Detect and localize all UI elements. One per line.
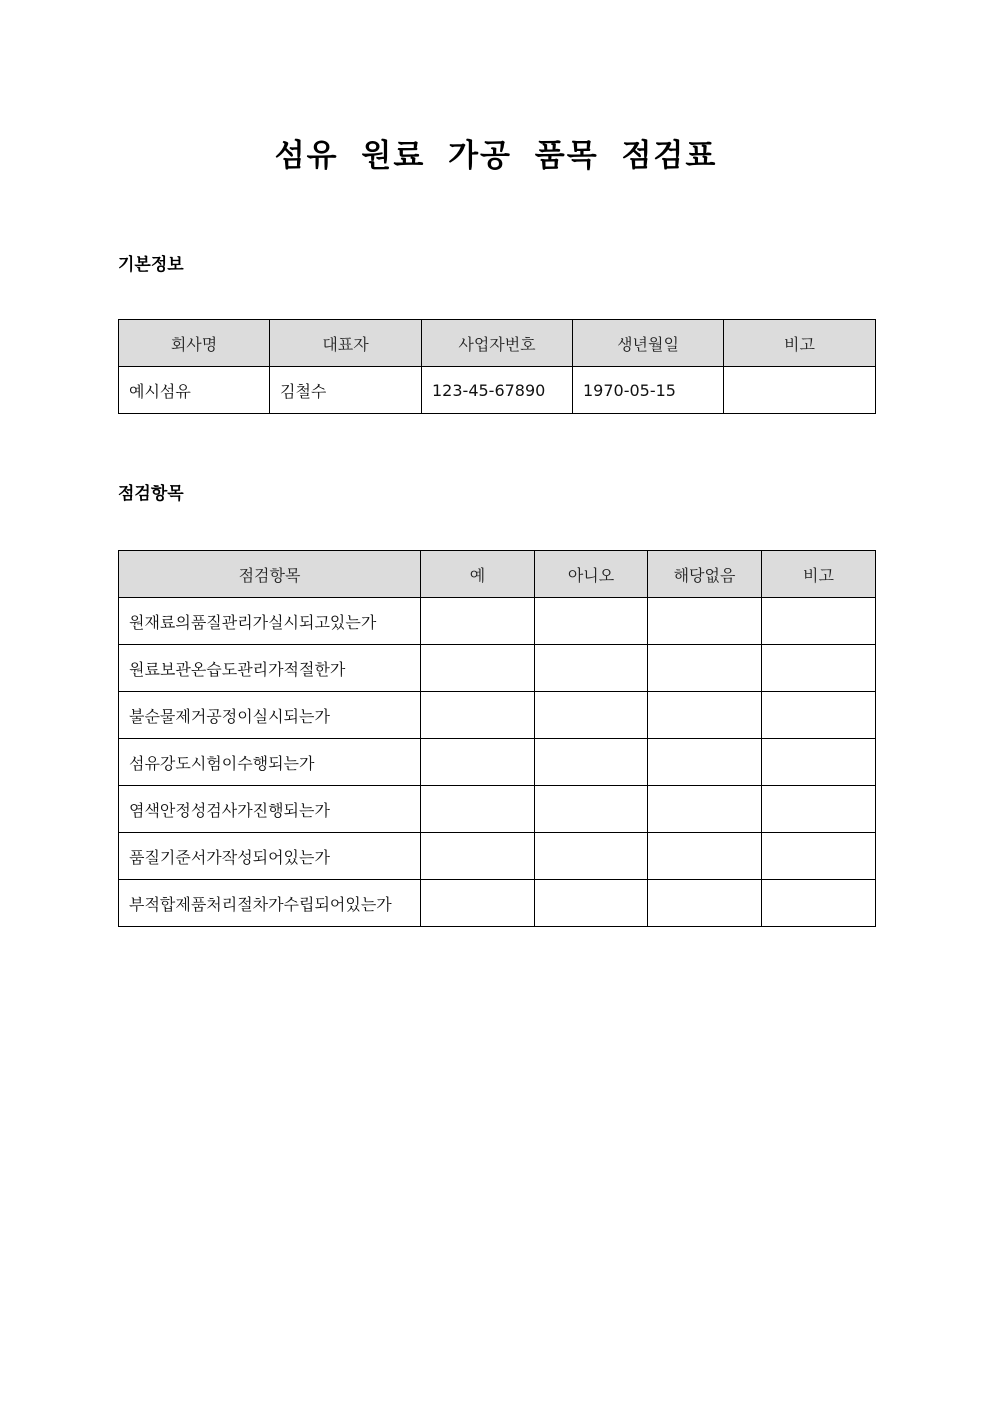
basic-info-row	[119, 367, 876, 414]
checklist-row	[119, 880, 876, 927]
check-yes-cell[interactable]	[421, 598, 535, 645]
check-remarks-cell[interactable]	[762, 786, 876, 833]
check-no-cell[interactable]	[535, 692, 648, 739]
check-remarks-cell[interactable]	[762, 645, 876, 692]
check-no-cell[interactable]	[535, 833, 648, 880]
check-na-cell[interactable]	[648, 786, 762, 833]
header-representative: 대표자	[270, 320, 422, 367]
cell-birth-date[interactable]: 1970-05-15	[573, 367, 724, 414]
check-yes-cell[interactable]	[421, 739, 535, 786]
checklist-row	[119, 598, 876, 645]
cell-company-name[interactable]: 예시섬유	[119, 367, 270, 414]
basic-info-table	[118, 319, 876, 414]
check-na-cell[interactable]	[648, 739, 762, 786]
check-remarks-cell[interactable]	[762, 598, 876, 645]
check-item-label: 원료보관온습도관리가적절한가	[119, 645, 421, 692]
check-no-cell[interactable]	[535, 786, 648, 833]
check-remarks-cell[interactable]	[762, 833, 876, 880]
check-yes-cell[interactable]	[421, 786, 535, 833]
cell-remarks[interactable]	[724, 367, 876, 414]
cell-business-number[interactable]: 123-45-67890	[422, 367, 573, 414]
header-company-name: 회사명	[119, 320, 270, 367]
header-not-applicable: 해당없음	[648, 551, 762, 598]
check-na-cell[interactable]	[648, 598, 762, 645]
header-remarks: 비고	[724, 320, 876, 367]
check-no-cell[interactable]	[535, 880, 648, 927]
header-yes: 예	[421, 551, 535, 598]
check-no-cell[interactable]	[535, 598, 648, 645]
check-yes-cell[interactable]	[421, 692, 535, 739]
checklist-row	[119, 645, 876, 692]
check-na-cell[interactable]	[648, 645, 762, 692]
header-remarks: 비고	[762, 551, 876, 598]
header-birth-date: 생년월일	[573, 320, 724, 367]
check-item-label: 원재료의품질관리가실시되고있는가	[119, 598, 421, 645]
check-yes-cell[interactable]	[421, 880, 535, 927]
check-yes-cell[interactable]	[421, 645, 535, 692]
checklist-table	[118, 550, 876, 927]
check-na-cell[interactable]	[648, 692, 762, 739]
header-no: 아니오	[535, 551, 648, 598]
header-business-number: 사업자번호	[422, 320, 573, 367]
checklist-row	[119, 739, 876, 786]
check-remarks-cell[interactable]	[762, 880, 876, 927]
check-na-cell[interactable]	[648, 880, 762, 927]
checklist-row	[119, 786, 876, 833]
header-check-item: 점검항목	[119, 551, 421, 598]
checklist-row	[119, 833, 876, 880]
check-item-label: 품질기준서가작성되어있는가	[119, 833, 421, 880]
basic-info-heading: 기본정보	[118, 255, 184, 275]
check-no-cell[interactable]	[535, 645, 648, 692]
checklist-row	[119, 692, 876, 739]
check-item-label: 염색안정성검사가진행되는가	[119, 786, 421, 833]
check-na-cell[interactable]	[648, 833, 762, 880]
checklist-header-row	[119, 551, 876, 598]
check-item-label: 섬유강도시험이수행되는가	[119, 739, 421, 786]
check-remarks-cell[interactable]	[762, 739, 876, 786]
check-remarks-cell[interactable]	[762, 692, 876, 739]
basic-info-header-row	[119, 320, 876, 367]
check-no-cell[interactable]	[535, 739, 648, 786]
check-item-label: 부적합제품처리절차가수립되어있는가	[119, 880, 421, 927]
cell-representative[interactable]: 김철수	[270, 367, 422, 414]
check-yes-cell[interactable]	[421, 833, 535, 880]
checklist-heading: 점검항목	[118, 484, 184, 504]
document-title: 섬유 원료 가공 품목 점검표	[274, 138, 718, 174]
check-item-label: 불순물제거공정이실시되는가	[119, 692, 421, 739]
